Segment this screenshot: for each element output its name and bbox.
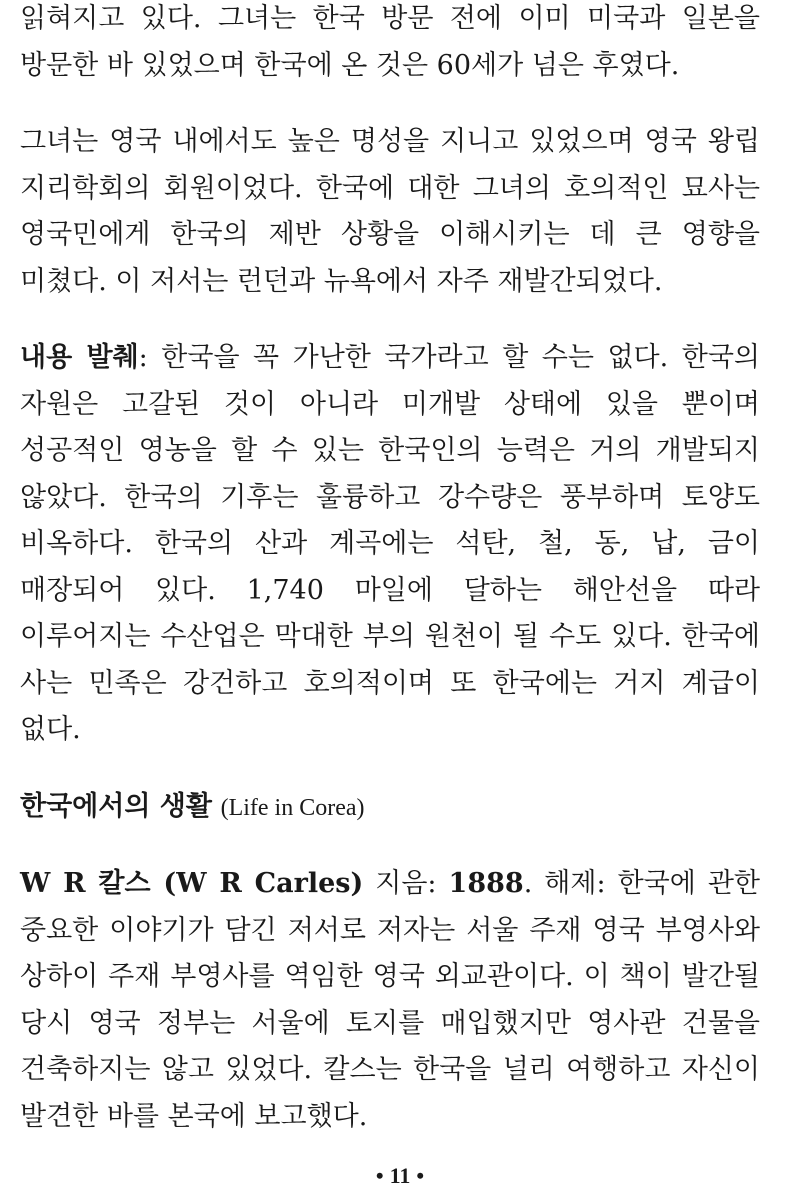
paragraph-intro: 읽혀지고 있다. 그녀는 한국 방문 전에 이미 미국과 일본을 방문한 바 있었으며 한국에 온 것은 60세가 넘은 후였다.	[20, 3, 760, 81]
after-year: . 해제:	[523, 868, 618, 899]
footer-bullet-right: •	[416, 1163, 425, 1188]
paragraph-carles	[20, 861, 760, 1140]
written-by: 지음:	[363, 868, 449, 899]
footer-bullet-left: •	[375, 1163, 384, 1188]
heading-korean: 한국에서의 생활	[20, 790, 212, 822]
excerpt-label: 내용 발췌	[20, 342, 139, 373]
heading-english: (Life in Corea)	[220, 794, 365, 821]
paragraph-excerpt	[20, 335, 760, 754]
excerpt-colon: :	[138, 342, 148, 373]
author-name: W R 칼스 (W R Carles)	[20, 868, 364, 899]
document-page	[20, 0, 760, 1140]
section-heading	[20, 784, 760, 832]
paragraph-reputation: 그녀는 영국 내에서도 높은 명성을 지니고 있었으며 영국 왕립 지리학회의 회원이었다. 한국에 대한 그녀의 호의적인 묘사는 영국민에게 한국의 제반 상황을 이해시키는 데 큰 영향을 미쳤다. 이 저서는 런던과 뉴욕에서 자주 재발간되었다.	[20, 126, 760, 297]
excerpt-text: 한국을 꼭 가난한 국가라고 할 수는 없다. 한국의 자원은 고갈된 것이 아니라 미개발 상태에 있을 뿐이며 성공적인 영농을 할 수 있는 한국인의 능력은 거의 개발되지 않았다. 한국의 기후는 훌륭하고 강수량은 풍부하며 토양도 비옥하다. 한국의 산과 계곡에는 석탄, 철, 동, 납, 금이 매장되어 있다. 1,740 마일에 달하는 해안선을 따라 이루어지는 수산업은 막대한 부의 원천이 될 수도 있다. 한국에 사는 민족은 강건하고 호의적이며 또 한국에는 거지 계급이 없다.	[20, 342, 760, 745]
page-number: 11	[389, 1163, 411, 1188]
carles-text: 한국에 관한 중요한 이야기가 담긴 저서로 저자는 서울 주재 영국 부영사와 상하이 주재 부영사를 역임한 영국 외교관이다. 이 책이 발간될 당시 영국 정부는 서울에 토지를 매입했지만 영사관 건물을 건축하지는 않고 있었다. 칼스는 한국을 널리 여행하고 자신이 발견한 바를 본국에 보고했다.	[20, 868, 760, 1132]
publication-year: 1888	[448, 868, 524, 899]
page-footer	[0, 1163, 800, 1189]
